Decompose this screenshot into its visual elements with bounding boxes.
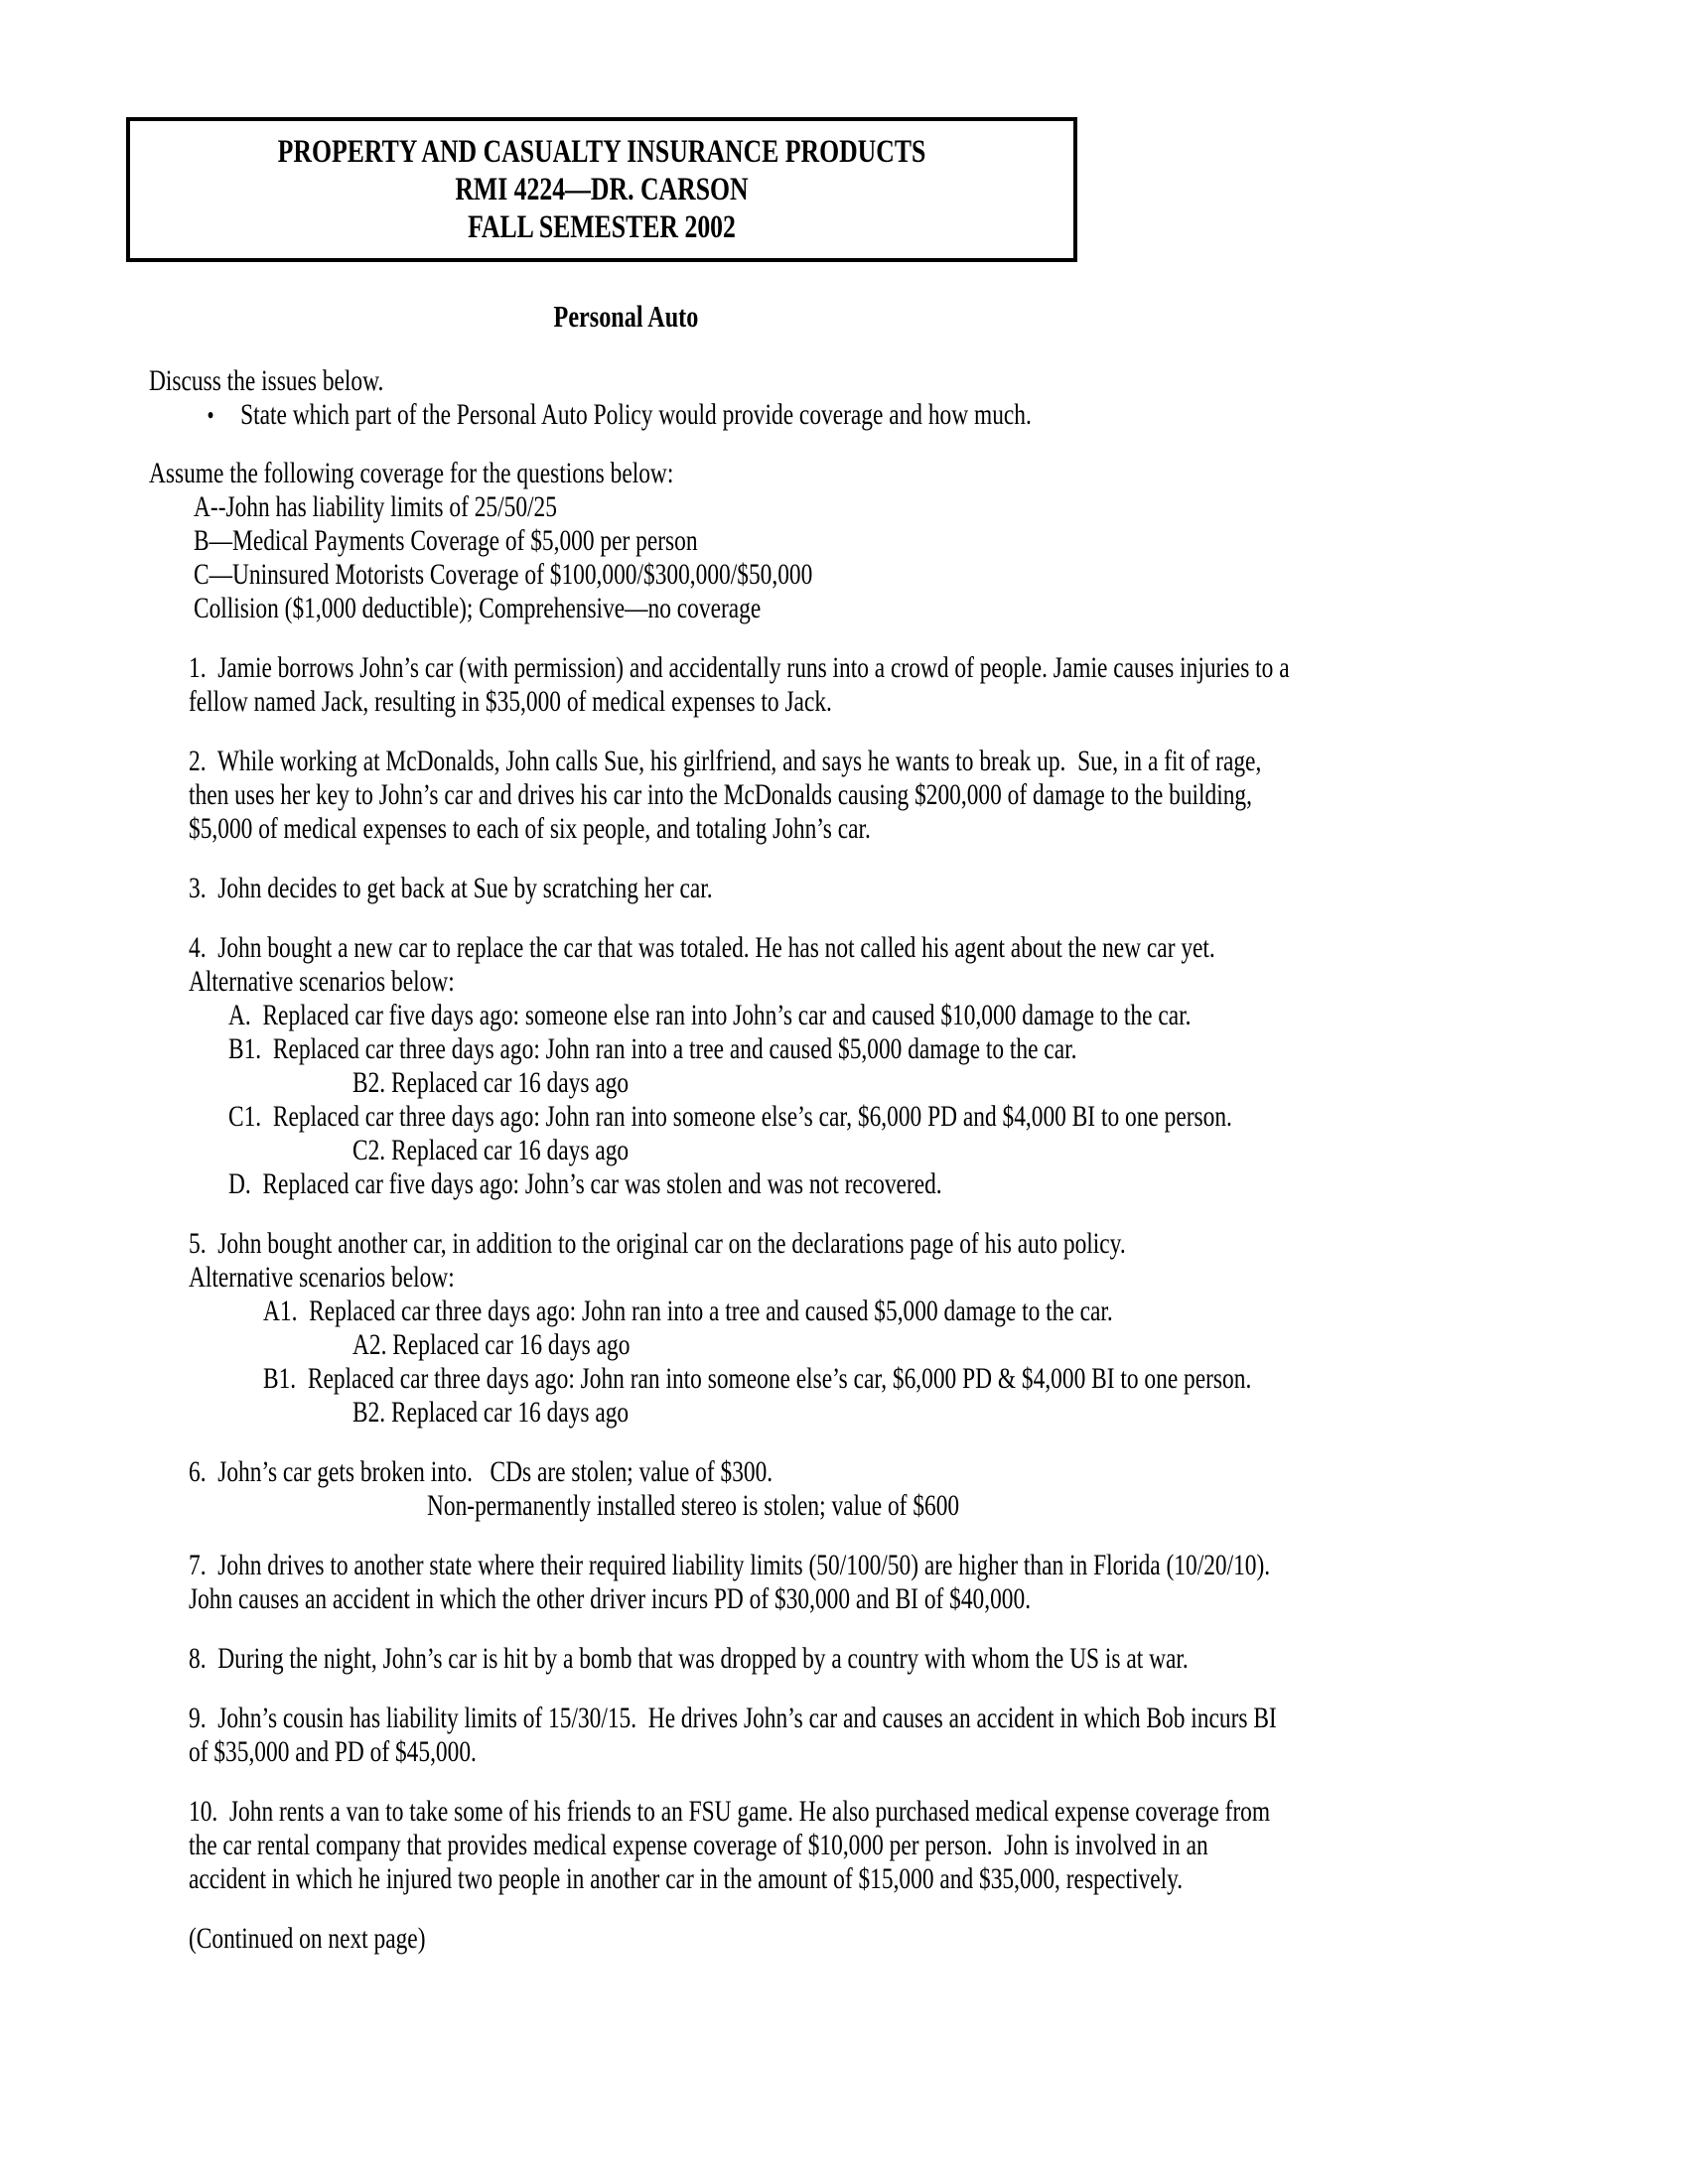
question-10-line: 10. John rents a van to take some of his friends to an FSU game. He also purchased medical expense coverage from: [189, 1795, 1271, 1828]
question-2-line: $5,000 of medical expenses to each of six people, and totaling John’s car.: [189, 812, 871, 845]
assumptions-heading: Assume the following coverage for the questions below:: [149, 457, 674, 489]
bullet-icon: •: [207, 401, 214, 430]
question-10-line: the car rental company that provides medical expense coverage of $10,000 per person. John is involved in an: [189, 1829, 1208, 1861]
intro-instruction: Discuss the issues below.: [149, 364, 384, 397]
assumption-medical-payments: B—Medical Payments Coverage of $5,000 per person: [194, 524, 698, 557]
question-6-line: 6. John’s car gets broken into. CDs are stolen; value of $300.: [189, 1455, 774, 1488]
question-4-line: B1. Replaced car three days ago: John ran into a tree and caused $5,000 damage to the car.: [228, 1032, 1077, 1065]
question-4-line: Alternative scenarios below:: [189, 965, 455, 998]
document-body: [149, 364, 1688, 1956]
questions-list: [149, 651, 1688, 1896]
question-1: [149, 651, 1688, 719]
question-5-line: B2. Replaced car 16 days ago: [352, 1396, 630, 1429]
question-10: [149, 1795, 1688, 1896]
question-7: [149, 1549, 1688, 1616]
question-4-line: 4. John bought a new car to replace the car that was totaled. He has not called his agent about the new car yet.: [189, 931, 1215, 964]
question-5: [149, 1227, 1688, 1430]
question-7-line: John causes an accident in which the other driver incurs PD of $30,000 and BI of $40,000.: [189, 1582, 1032, 1615]
course-number-instructor: RMI 4224—DR. CARSON: [455, 172, 749, 207]
course-title: PROPERTY AND CASUALTY INSURANCE PRODUCTS: [277, 134, 926, 170]
continued-note: (Continued on next page): [189, 1922, 426, 1955]
question-4-line: C2. Replaced car 16 days ago: [352, 1134, 630, 1166]
assumption-liability: A--John has liability limits of 25/50/25: [194, 490, 557, 523]
question-6: [149, 1455, 1688, 1523]
question-9-line: of $35,000 and PD of $45,000.: [189, 1735, 477, 1768]
question-2-line: 2. While working at McDonalds, John calls Sue, his girlfriend, and says he wants to break up. Sue, in a fit of rage,: [189, 745, 1262, 777]
question-5-line: Alternative scenarios below:: [189, 1261, 455, 1294]
intro-bullet-text: State which part of the Personal Auto Policy would provide coverage and how much.: [240, 398, 1032, 431]
question-8-line: 8. During the night, John’s car is hit by a bomb that was dropped by a country with whom the US is at war.: [189, 1642, 1189, 1675]
question-6-line: Non-permanently installed stereo is stolen; value of $600: [427, 1489, 960, 1522]
question-9-line: 9. John’s cousin has liability limits of 15/30/15. He drives John’s car and causes an accident in which Bob incurs BI: [189, 1702, 1277, 1734]
course-semester: FALL SEMESTER 2002: [468, 209, 736, 245]
question-4-line: C1. Replaced car three days ago: John ran into someone else’s car, $6,000 PD and $4,000 BI to one person.: [228, 1100, 1232, 1133]
question-4-line: A. Replaced car five days ago: someone else ran into John’s car and caused $10,000 damage to the car.: [228, 999, 1192, 1031]
assumption-collision-comprehensive: Collision ($1,000 deductible); Comprehensive—no coverage: [194, 592, 762, 624]
section-title: Personal Auto: [553, 299, 698, 334]
question-4-line: B2. Replaced car 16 days ago: [352, 1066, 630, 1099]
question-3-line: 3. John decides to get back at Sue by scratching her car.: [189, 872, 713, 904]
question-3: [149, 872, 1688, 905]
question-5-line: B1. Replaced car three days ago: John ran into someone else’s car, $6,000 PD & $4,000 BI to one person.: [263, 1362, 1252, 1395]
question-7-line: 7. John drives to another state where their required liability limits (50/100/50) are higher than in Florida (10/20/10).: [189, 1549, 1271, 1581]
assumptions: [149, 457, 1688, 625]
assumption-uninsured-motorists: C—Uninsured Motorists Coverage of $100,000/$300,000/$50,000: [194, 558, 813, 591]
question-8: [149, 1642, 1688, 1676]
question-5-line: 5. John bought another car, in addition to the original car on the declarations page of his auto policy.: [189, 1227, 1126, 1260]
question-2: [149, 745, 1688, 846]
section-title-wrap: [149, 300, 1102, 335]
question-1-line: fellow named Jack, resulting in $35,000 of medical expenses to Jack.: [189, 685, 832, 718]
question-4: [149, 931, 1688, 1201]
question-5-line: A1. Replaced car three days ago: John ran into a tree and caused $5,000 damage to the car.: [263, 1295, 1113, 1327]
question-2-line: then uses her key to John’s car and drives his car into the McDonalds causing $200,000 of damage to the building,: [189, 778, 1252, 811]
intro: [149, 364, 1688, 433]
question-5-line: A2. Replaced car 16 days ago: [352, 1328, 631, 1361]
question-10-line: accident in which he injured two people in another car in the amount of $15,000 and $35,000, respectively.: [189, 1862, 1184, 1895]
course-header-box: [126, 117, 1077, 262]
question-1-line: 1. Jamie borrows John’s car (with permission) and accidentally runs into a crowd of people. Jamie causes injuries to a: [189, 651, 1290, 684]
question-9: [149, 1702, 1688, 1769]
intro-bullet-row: [149, 398, 1349, 433]
question-4-line: D. Replaced car five days ago: John’s car was stolen and was not recovered.: [228, 1167, 942, 1200]
